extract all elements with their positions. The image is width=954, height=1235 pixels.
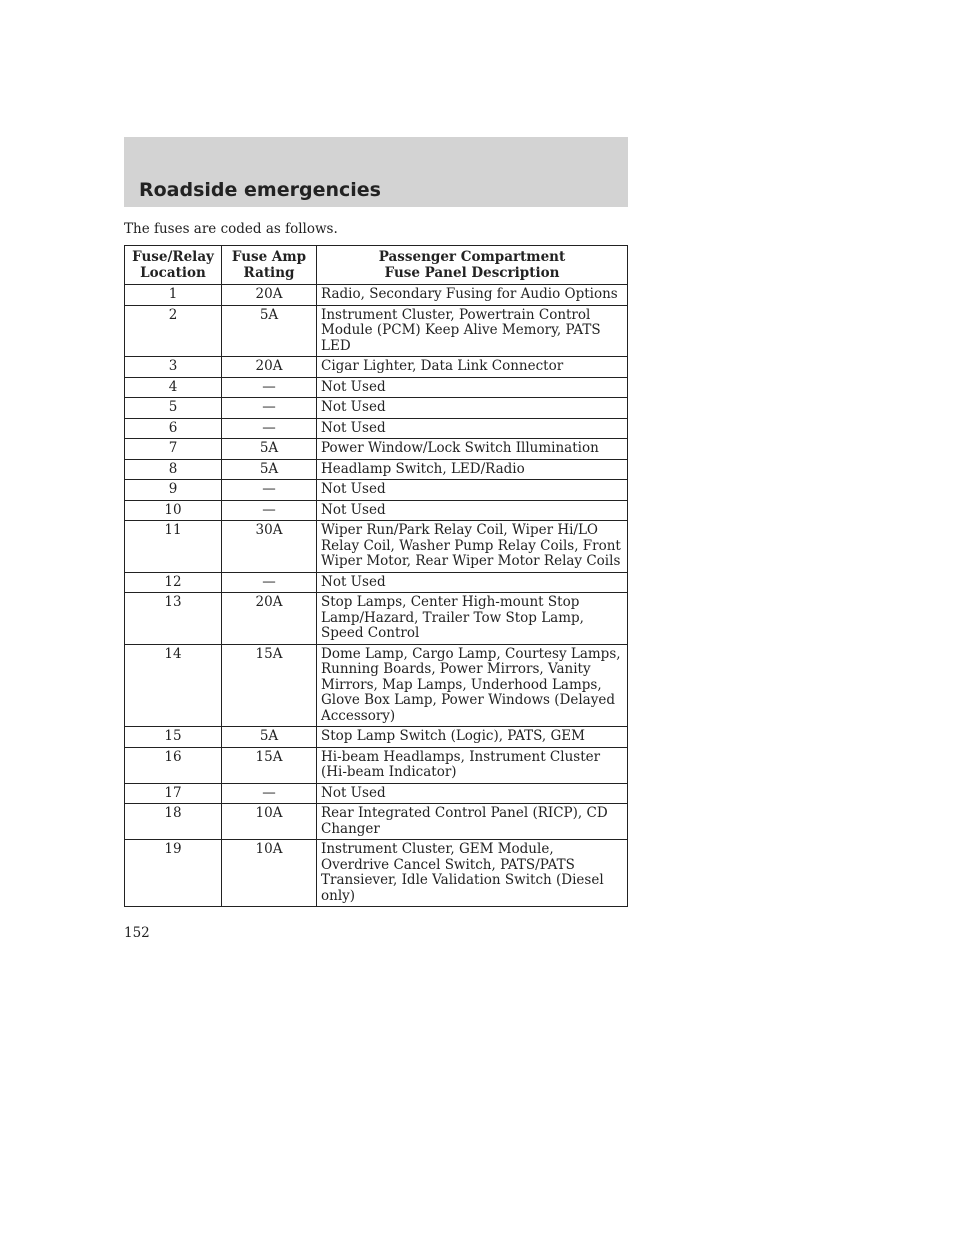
fuse-description-cell: Not Used xyxy=(317,398,628,419)
fuse-amp-cell: 20A xyxy=(222,593,317,645)
table-row xyxy=(125,500,628,521)
fuse-description-cell: Radio, Secondary Fusing for Audio Options xyxy=(317,285,628,306)
fuse-amp-cell: 10A xyxy=(222,804,317,840)
fuse-description-cell: Stop Lamps, Center High-mount Stop Lamp/Hazard, Trailer Tow Stop Lamp, Speed Control xyxy=(317,593,628,645)
intro-text: The fuses are coded as follows. xyxy=(124,221,338,237)
fuse-location-cell: 7 xyxy=(125,439,222,460)
fuse-description-cell: Not Used xyxy=(317,377,628,398)
fuse-amp-cell: 20A xyxy=(222,285,317,306)
header-amp-line: Rating xyxy=(243,264,295,281)
table-header-row xyxy=(125,246,628,285)
fuse-location-cell: 6 xyxy=(125,418,222,439)
fuse-amp-cell: 30A xyxy=(222,521,317,573)
fuse-description-cell: Not Used xyxy=(317,480,628,501)
fuse-location-cell: 14 xyxy=(125,644,222,727)
table-row xyxy=(125,747,628,783)
header-location-line: Location xyxy=(140,264,206,281)
header-amp-rating xyxy=(222,246,317,285)
fuse-description-cell: Not Used xyxy=(317,500,628,521)
table-row xyxy=(125,804,628,840)
fuse-location-cell: 1 xyxy=(125,285,222,306)
table-row xyxy=(125,357,628,378)
section-title: Roadside emergencies xyxy=(139,179,381,201)
fuse-location-cell: 15 xyxy=(125,727,222,748)
fuse-amp-cell: — xyxy=(222,377,317,398)
fuse-location-cell: 5 xyxy=(125,398,222,419)
table-row xyxy=(125,398,628,419)
fuse-amp-cell: 5A xyxy=(222,459,317,480)
header-amp-line: Fuse Amp xyxy=(231,249,307,265)
fuse-location-cell: 9 xyxy=(125,480,222,501)
fuse-description-cell: Not Used xyxy=(317,572,628,593)
table-row xyxy=(125,418,628,439)
fuse-description-cell: Cigar Lighter, Data Link Connector xyxy=(317,357,628,378)
fuse-amp-cell: — xyxy=(222,398,317,419)
fuse-description-cell: Instrument Cluster, GEM Module, Overdrive Cancel Switch, PATS/PATS Transiever, Idle Validation Switch (Diesel only) xyxy=(317,840,628,907)
table-row xyxy=(125,644,628,727)
fuse-description-cell: Instrument Cluster, Powertrain Control Module (PCM) Keep Alive Memory, PATS LED xyxy=(317,305,628,357)
fuse-amp-cell: — xyxy=(222,500,317,521)
fuse-location-cell: 11 xyxy=(125,521,222,573)
header-description xyxy=(317,246,628,285)
fuse-location-cell: 16 xyxy=(125,747,222,783)
fuse-description-cell: Not Used xyxy=(317,418,628,439)
table-row xyxy=(125,439,628,460)
page-number: 152 xyxy=(124,925,150,941)
fuse-location-cell: 19 xyxy=(125,840,222,907)
table-row xyxy=(125,572,628,593)
fuse-table xyxy=(124,245,628,907)
fuse-location-cell: 2 xyxy=(125,305,222,357)
table-row xyxy=(125,521,628,573)
fuse-amp-cell: — xyxy=(222,783,317,804)
fuse-amp-cell: — xyxy=(222,418,317,439)
fuse-amp-cell: 10A xyxy=(222,840,317,907)
fuse-location-cell: 18 xyxy=(125,804,222,840)
fuse-location-cell: 12 xyxy=(125,572,222,593)
table-row xyxy=(125,377,628,398)
header-description-line: Passenger Compartment xyxy=(378,249,566,265)
table-row xyxy=(125,480,628,501)
fuse-location-cell: 17 xyxy=(125,783,222,804)
fuse-description-cell: Not Used xyxy=(317,783,628,804)
fuse-amp-cell: 5A xyxy=(222,727,317,748)
header-location xyxy=(125,246,222,285)
fuse-description-cell: Hi-beam Headlamps, Instrument Cluster (Hi-beam Indicator) xyxy=(317,747,628,783)
fuse-location-cell: 13 xyxy=(125,593,222,645)
fuse-amp-cell: — xyxy=(222,480,317,501)
header-description-line: Fuse Panel Description xyxy=(384,264,560,281)
table-row xyxy=(125,593,628,645)
table-row xyxy=(125,783,628,804)
fuse-description-cell: Headlamp Switch, LED/Radio xyxy=(317,459,628,480)
table-row xyxy=(125,727,628,748)
fuse-location-cell: 10 xyxy=(125,500,222,521)
fuse-amp-cell: 20A xyxy=(222,357,317,378)
fuse-amp-cell: 5A xyxy=(222,305,317,357)
fuse-amp-cell: 15A xyxy=(222,747,317,783)
fuse-location-cell: 8 xyxy=(125,459,222,480)
fuse-description-cell: Stop Lamp Switch (Logic), PATS, GEM xyxy=(317,727,628,748)
table-row xyxy=(125,285,628,306)
fuse-location-cell: 4 xyxy=(125,377,222,398)
table-row xyxy=(125,459,628,480)
fuse-amp-cell: — xyxy=(222,572,317,593)
fuse-description-cell: Wiper Run/Park Relay Coil, Wiper Hi/LO Relay Coil, Washer Pump Relay Coils, Front Wiper Motor, Rear Wiper Motor Relay Coils xyxy=(317,521,628,573)
table-row xyxy=(125,305,628,357)
fuse-amp-cell: 5A xyxy=(222,439,317,460)
header-location-line: Fuse/Relay xyxy=(132,249,214,265)
fuse-location-cell: 3 xyxy=(125,357,222,378)
table-row xyxy=(125,840,628,907)
table-body xyxy=(125,285,628,907)
fuse-amp-cell: 15A xyxy=(222,644,317,727)
fuse-description-cell: Rear Integrated Control Panel (RICP), CD Changer xyxy=(317,804,628,840)
fuse-description-cell: Dome Lamp, Cargo Lamp, Courtesy Lamps, Running Boards, Power Mirrors, Vanity Mirrors, Map Lamps, Underhood Lamps, Glove Box Lamp, Power Windows (Delayed Accessory) xyxy=(317,644,628,727)
fuse-description-cell: Power Window/Lock Switch Illumination xyxy=(317,439,628,460)
section-header xyxy=(124,137,628,207)
